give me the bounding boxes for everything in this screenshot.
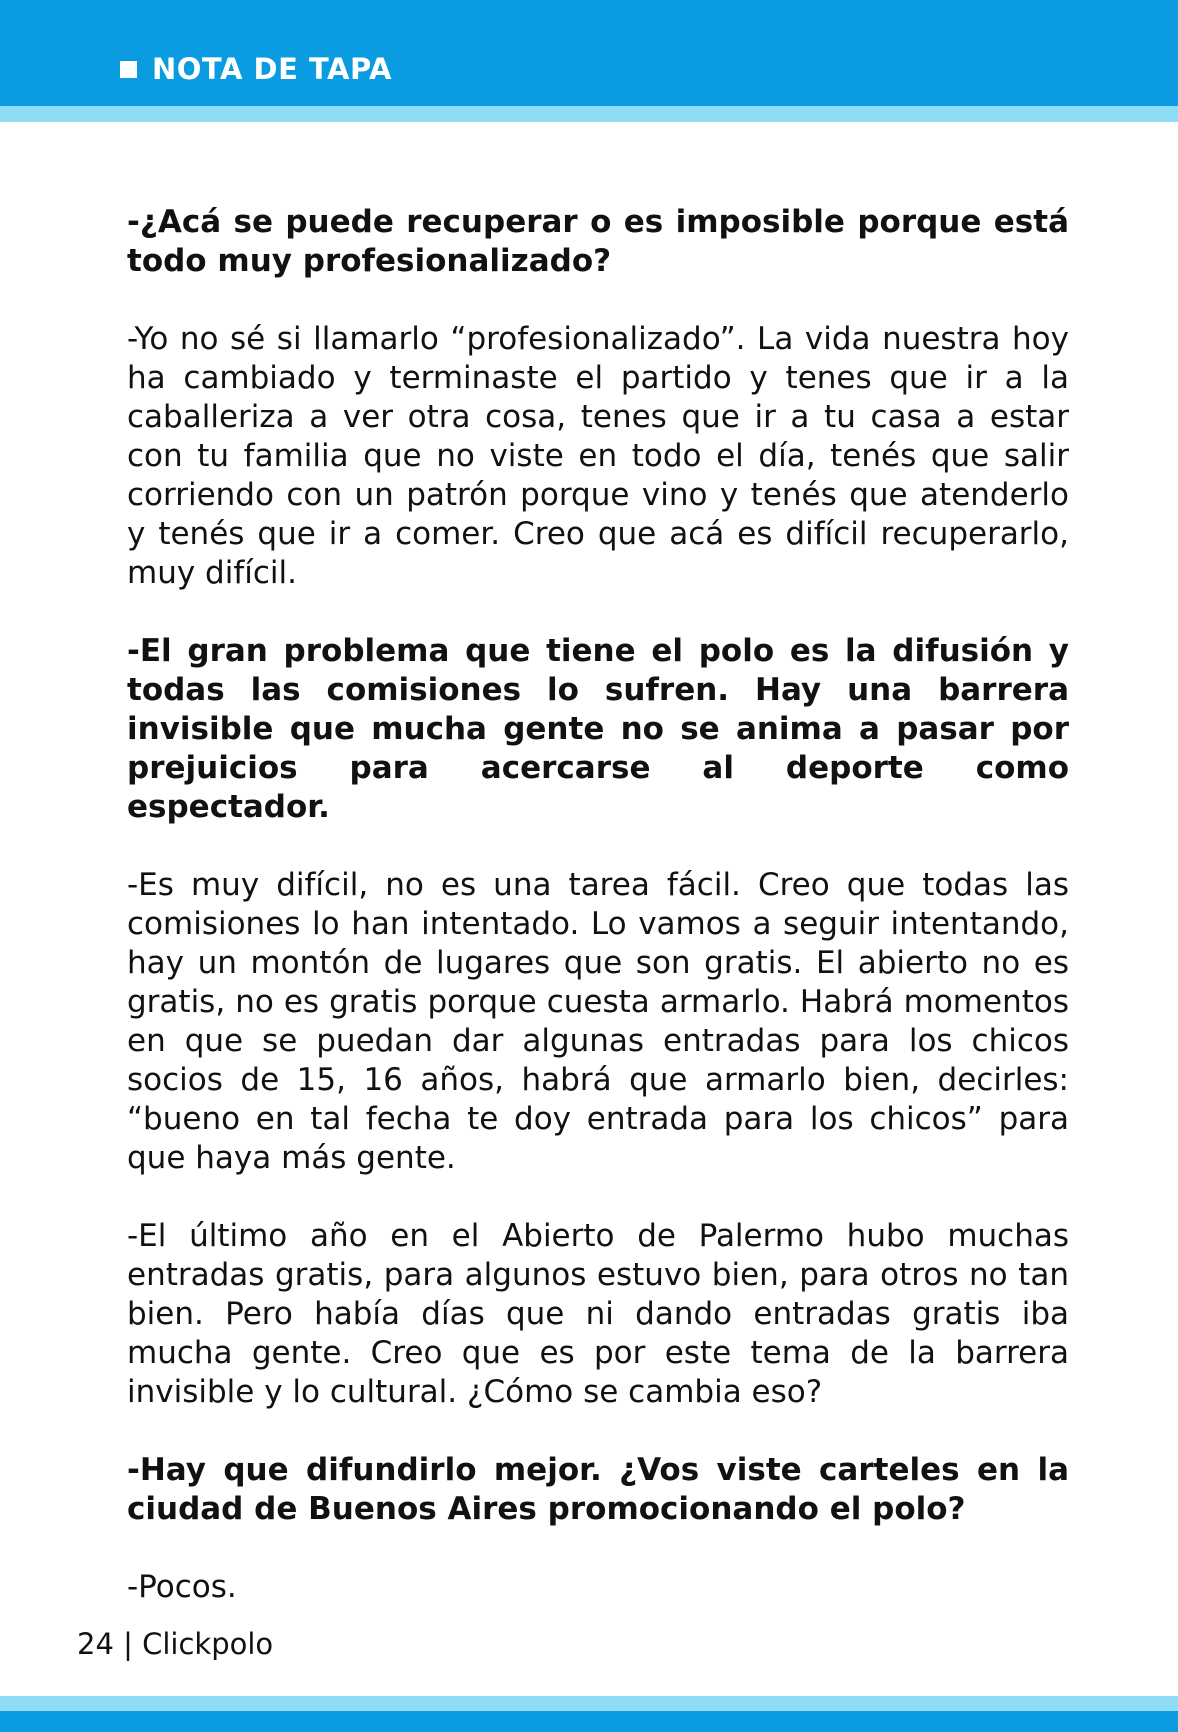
interview-answer: -Yo no sé si llamarlo “profesionalizado”. La vida nuestra hoy ha cambiado y terminaste el partido y tenes que ir a la caballeriza a ver otra cosa, tenes que ir a tu casa a estar con tu familia que no viste en todo el día, tenés que salir corriendo con un patrón porque vino y tenés que atenderlo y tenés que ir a comer. Creo que acá es difícil recuperarlo, muy difícil. (127, 321, 1069, 591)
page-footer-label: 24 | Clickpolo (77, 1627, 274, 1661)
article-body (127, 203, 1069, 1646)
interview-question: -Hay que difundirlo mejor. ¿Vos viste carteles en la ciudad de Buenos Aires promocionando el polo? (127, 1452, 1069, 1527)
interview-question: -¿Acá se puede recuperar o es imposible porque está todo muy profesionalizado? (127, 204, 1069, 279)
footer-bar (0, 1711, 1178, 1732)
interview-question: -El gran problema que tiene el polo es la difusión y todas las comisiones lo sufren. Hay una barrera invisible que mucha gente no se anima a pasar por prejuicios para acercarse al deporte como espectador. (127, 633, 1069, 825)
header-stripe (0, 106, 1178, 122)
interview-answer: -Pocos. (127, 1569, 237, 1605)
section-label-text: NOTA DE TAPA (152, 52, 392, 86)
footer-stripe (0, 1696, 1178, 1711)
interview-answer: -Es muy difícil, no es una tarea fácil. Creo que todas las comisiones lo han intentado. Lo vamos a seguir intentando, hay un montón de lugares que son gratis. El abierto no es gratis, no es gratis porque cuesta armarlo. Habrá momentos en que se puedan dar algunas entradas para los chicos socios de 15, 16 años, habrá que armarlo bien, decirles: “bueno en tal fecha te doy entrada para los chicos” para que haya más gente. (127, 867, 1069, 1176)
interview-answer: -El último año en el Abierto de Palermo hubo muchas entradas gratis, para algunos estuvo bien, para otros no tan bien. Pero había días que ni dando entradas gratis iba mucha gente. Creo que es por este tema de la barrera invisible y lo cultural. ¿Cómo se cambia eso? (127, 1218, 1069, 1410)
section-label (120, 52, 392, 86)
square-bullet-icon (120, 61, 137, 78)
